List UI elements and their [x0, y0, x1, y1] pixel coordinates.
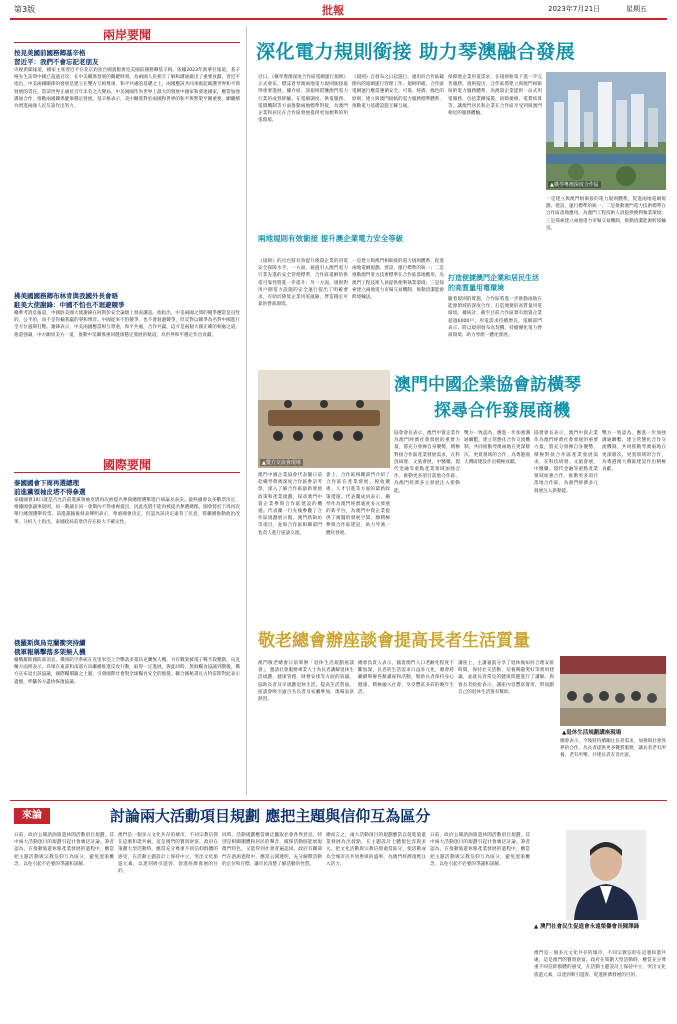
- section-rule: [14, 472, 240, 473]
- story3-col3: 講座上，主講嘉賓分享了退休後如何合理安排時間、保持社交活動、培養興趣愛好等實用建議，並就長者常見的健康問題進行了講解。與會長者紛紛表示，講座內容豐富實用，對規劃自己的退休生活很有幫助。: [458, 661, 554, 695]
- city-skyline-image: [546, 72, 666, 190]
- story2-title: 拂美國國務卿布林肯與我國外長會晤: [14, 292, 118, 300]
- top-story-col2b: 《規則》的出台將有效提升澳資企業的用電安全保障水平。一方面，通過引入澳門電力行業先進的安全管理標準，合作區電網的供電可靠性將進一步提升；另一方面，規則對用戶側電力設施的安全運行提出了明確要求，有助於降低企業用電風險，營造穩定可靠的營商環境。: [258, 259, 348, 308]
- story2-body: 據參考消息報道，中國駐美國大使謝鋒在阿斯彭安全論壇上發表講話。他指出，中美兩國之間的競爭應當是良性的、公平的，而不是你輸我贏的零和博弈。中國從來不怕競爭，也不會迴避競爭，但反對以競爭為名對中國進行全方位遏制打壓。謝鋒表示，中美兩國應當相互尊重，和平共處，合作共贏，這才是兩個大國正確的相處之道。他還強調，中方願同美方一道，推動中美關係重回健康穩定發展的軌道，為世界和平穩定作出貢獻。: [14, 311, 240, 338]
- page-header: [0, 0, 677, 22]
- meeting-room-image: [258, 370, 390, 468]
- story3-title: 泰國國會下周再選總理: [14, 479, 79, 487]
- story1-title: 按見美國前國務卿基辛格: [14, 49, 86, 57]
- top-story-subhead-1: 兩地規則有效銜接 提升澳企業電力安全等級: [258, 234, 404, 243]
- top-story-headline: 深化電力規則銜接 助力琴澳融合發展: [256, 41, 576, 63]
- story3-body: 泰國國會19日就是否允許前進黨領袖皮塔再次被提名參與總理選舉進行辯論及表決。最終國會以多數票決定，根據國會議事規則，同一動議在同一會期內不得重複提出，因此皮塔不能再被提名參選總理。國會將於下周再次舉行總理選舉投票。前進黨隨後發表聲明表示，尊重國會決定，但認為該決定違背了民意，將繼續推動政治改革。分析人士指出，泰國政局前景仍存在較大不確定性。: [14, 498, 240, 525]
- page-number: 第3版: [14, 5, 36, 14]
- top-story-subhead-2: 打造便捷澳門企業和居民生活的高質量用電環境: [448, 274, 539, 292]
- opinion-col4: 總而言之，兩大活動項目的規劃應當以促進旅遊業發展為出發點，在主題設計上體現包容與多元，把文化活動與宗教信仰適當區分，使活動成為全城市民共同參與的盛事，為澳門經濟復甦注入活力。: [326, 833, 426, 867]
- story2-photo: [258, 370, 390, 468]
- top-story-col3: 保障澳企業用電需求，在規則框架下進一步完善服務。規則提出，合作區將建立與澳門相銜接的電力服務體系，為澳資企業提供一站式用電服務，包括業擴報裝、故障搶修、電費結算等，讓澳門居民和企業在合作區享受到與澳門相近的服務體驗。: [448, 75, 542, 117]
- opinion-col5: 日前，政府公開諮詢旅遊休閒活動項目規劃，其中兩大活動項目的規劃引起社會廣泛討論。筆者認為，在推動旅遊休閒產業發展的過程中，應當把主題活動與宗教信仰互為區分，避免混淆概念，以免引起不必要的爭議和誤解。: [430, 833, 530, 867]
- story2-col3: 協會會長表示，澳門中資企業作為澳門經濟社會發展的重要力量，將充分發揮自身優勢，積極對接合作區產業發展需求，在科技研發、文旅會展、中醫藥、現代金融等重點產業領域加強合作，推動更多項目落地合作區，為澳門經濟多元發展注入新動能。: [394, 431, 460, 494]
- story3-photo-caption: ▲退休生活規劃講座現場: [562, 730, 622, 736]
- opinion-col6: 澳門是一個多元文化共存的城市，不同宗教信仰在這裏和諧共處，這是澳門的寶貴財富。政府在策劃大型活動時，應當充分尊重不同信仰群體的感受，在活動主題設計上保持中立，突出文化旅遊元素，以達到吸引遊客、促進經濟發展的目的。: [534, 951, 666, 978]
- portrait-image: [566, 830, 646, 920]
- story2-headline-line2: 探尋合作發展商機: [434, 401, 570, 421]
- column-divider: [246, 26, 247, 796]
- opinion-photo-caption: ▲ 澳門社會民生促進會永遠榮譽會長陳澤鋒: [534, 924, 640, 930]
- top-story-photo-caption: ▲橫琴粵澳深度合作區: [550, 182, 599, 188]
- date: 2023年7月21日: [548, 5, 601, 13]
- opinion-headline: 討論兩大活動項目規劃 應把主題與信仰互為區分: [110, 807, 431, 825]
- opinion-col2: 澳門是一個多元文化共存的城市，不同宗教信仰在這裏和諧共處，這是澳門的寶貴財富。政府在策劃大型活動時，應當充分尊重不同信仰群體的感受，在活動主題設計上保持中立，突出文化旅遊元素，以達到吸引遊客、促進經濟發展的目的。: [118, 833, 218, 875]
- weekday: 星期五: [626, 5, 647, 13]
- header-rule: [10, 18, 667, 20]
- story3-col2: 總會負責人表示，隨着澳門人口老齡化程度不斷加深，長者的生活需求日益多元化，總會將繼續舉辦各類講座和活動，幫助長者保持身心健康，積極融入社會，享受豐富多彩的晚年生活。: [358, 661, 454, 695]
- opinion-label: 來論: [22, 810, 42, 821]
- story2-photo-caption: ▲雙方交流會現場: [262, 460, 301, 466]
- top-story-col2: 《規則》自發布之日起施行，適用於合作區範圍內的電網運行管理工作。規則明確，合作區電網運行應當遵循安全、可靠、經濟、綠色的原則，建立與澳門接軌的電力服務標準體系，推動電力基礎設施互聯互通。: [352, 75, 444, 109]
- story3-subtitle: 前進黨領袖皮塔不得參選: [14, 488, 86, 496]
- top-story-col3b: 隨着規則的實施，合作區將進一步推動兩地在能源領域的深度合作，打造便捷的高質量用電環境。據統計，截至目前合作區實有澳資企業超過6000戶，用電需求持續增長。電網部門表示，將以規則發布為契機，持續優化電力營商環境，助力琴澳一體化發展。: [448, 297, 542, 339]
- story4-title: 俄羅斯與烏克蘭衝突持續: [14, 639, 86, 647]
- story3-col1: 澳門敬老總會日前舉辦「退休生活規劃座談會」，邀請社會服務專業人士為長者講解退休生活規劃、健康管理、財務安排等方面的知識，協助長者及早規劃退休生活，提高生活質量。座談會吸引逾百名長者及家屬參加，現場氣氛熱烈。: [258, 661, 354, 703]
- opinion-portrait: [566, 830, 646, 920]
- story4-subtitle: 俄軍報稱擊落多架無人機: [14, 648, 86, 656]
- story4-body: 據俄羅斯國防部消息，俄軍防空系統在克里米亞上空擊落多架烏克蘭無人機，另有數架被電子戰手段壓制。烏克蘭方面則表示，烏軍在東部和南部方向繼續推進反攻行動，取得一定進展。與此同時，黑海糧食協議到期後，俄方宣布退出該協議，國際糧價隨之上漲，引發國際社會對全球糧食安全的擔憂。聯合國秘書長古特雷斯對此表示遺憾，呼籲各方盡快恢復協議。: [14, 658, 240, 685]
- section-rule: [14, 42, 240, 43]
- top-story-col1: 近日，《橫琴粵澳深度合作區電網運行規則》正式發布，標誌着琴澳兩地電力規則銜接取得重要進展。據介紹，該規則借鑒澳門電力行業的成熟經驗，在電網調度、供電服務、電價機制等方面推動兩地標準對接，為澳門企業和居民在合作區發展提供更加便利的用電環境。: [258, 75, 348, 124]
- story2-col4: 雙方一致認為，應進一步加強溝通聯繫，建立常態化合作交流機制，共同推動琴澳兩地在更深層次、更寬領域的合作，為粵港澳大灣區建設作出積極貢獻。: [464, 431, 530, 465]
- story1-subtitle: 習近平：我們不會忘記老朋友: [14, 58, 99, 66]
- story2-col1: 澳門中國企業協會代表團日前赴橫琴粵澳深度合作區參訪考察，深入了解合作區最新發展政策和產業規劃，探尋澳門中資企業參與合作區建設的機遇。代表團一行先後參觀了合作區規劃展示館、澳門新街坊等項目，並與合作區相關部門負責人進行座談交流。: [258, 473, 322, 536]
- story3-headline: 敬老總會辦座談會提高長者生活質量: [258, 631, 530, 651]
- seminar-image: [560, 656, 666, 726]
- story2-col2: 會上，合作區相關部門介紹了合作區在產業發展、稅收優惠、人才引進等方面的最新政策措施。代表團成員表示，橫琴作為澳門經濟適度多元發展的新平台，為澳門中資企業提供了廣闊的發展空間，願積極參與合作區建設，助力琴澳一體化發展。: [326, 473, 390, 536]
- section-title-international: 國際要聞: [102, 458, 151, 472]
- story2-headline-line1: 澳門中國企業協會訪橫琴: [394, 375, 581, 395]
- opinion-col1: 日前，政府公開諮詢旅遊休閒活動項目規劃，其中兩大活動項目的規劃引起社會廣泛討論。筆者認為，在推動旅遊休閒產業發展的過程中，應當把主題活動與宗教信仰互為區分，避免混淆概念，以免引起不必要的爭議和誤解。: [14, 833, 114, 867]
- story2-subtitle: 駐美大使謝鋒：中國不怕也不迴避競爭: [14, 301, 125, 309]
- story3-col4: 總會表示，今後將持續關注長者需求，加強與社會各界的合作，為長者提供更多優質服務，讓長者老有所養、老有所樂，共建長者友善社區。: [560, 739, 666, 759]
- story3-photo: [560, 656, 666, 726]
- bottom-section-border: [10, 800, 667, 801]
- opinion-label-box: [14, 808, 50, 824]
- story2-col5: 協會會長表示，澳門中資企業作為澳門經濟社會發展的重要力量，將充分發揮自身優勢，積極對接合作區產業發展需求，在科技研發、文旅會展、中醫藥、現代金融等重點產業領域加強合作，推動更多項目落地合作區，為澳門經濟多元發展注入新動能。: [534, 431, 598, 494]
- top-story-col2c: 一是建立與澳門相銜接的電力規則體系，促進兩地電網規劃、建設、運行標準的統一；二是推動澳門電力技術標準在合作區落地應用，為澳門工程技術人員提供便利執業環境；三是探索建立兩地電力市場交易機制，推動清潔能源跨境輸送。: [352, 259, 444, 301]
- left-column: [14, 26, 240, 794]
- top-story-photo: [546, 72, 666, 190]
- opinion-col3: 同時，活動規劃應當廣泛聽取社會各界意見，特別是相關團體和居民的聲音，確保活動既能展現澳門特色，又能得到社會普遍認同。政府有關部門在諮詢過程中，應當公開透明，充分解釋活動的定位和目標，讓市民清楚了解活動的性質。: [222, 833, 322, 867]
- section-title-cross-strait: 兩岸要聞: [102, 28, 151, 42]
- top-story-col4: 一是建立與澳門相銜接的電力規則體系，促進兩地電網規劃、建設、運行標準的統一；二是推動澳門電力技術標準在合作區落地應用，為澳門工程技術人員提供便利執業環境；三是探索建立兩地電力市場交易機制，推動清潔能源跨境輸送。: [546, 197, 666, 231]
- masthead: 批報: [322, 4, 344, 17]
- story2-col6: 雙方一致認為，應進一步加強溝通聯繫，建立常態化合作交流機制，共同推動琴澳兩地在更深層次、更寬領域的合作，為粵港澳大灣區建設作出積極貢獻。: [602, 431, 666, 473]
- story1-body: 央視新聞報道，國家主席習近平在北京釣魚台國賓館會見美國前國務卿基辛格。依據2023年新華社報道，基辛格先生訪問中國已超過百次，在中美關係發展的關鍵時刻，為兩國人民相互了解和溝通做出了重要貢獻。習近平指出，中美兩國關係的發展是建立在雙方互相尊重、和平共處的基礎之上，兩國應該共同承擔起維護世界和平與發展的責任。當前世界正處於百年未有之大變局，中美兩國作為世界上最大的發展中國家和發達國家，應當加強溝通合作，推動兩國關係健康穩定發展。基辛格表示，美中關係對於兩國和世界的和平與繁榮至關重要，願繼續為增進兩國人民友誼作出努力。: [14, 68, 240, 110]
